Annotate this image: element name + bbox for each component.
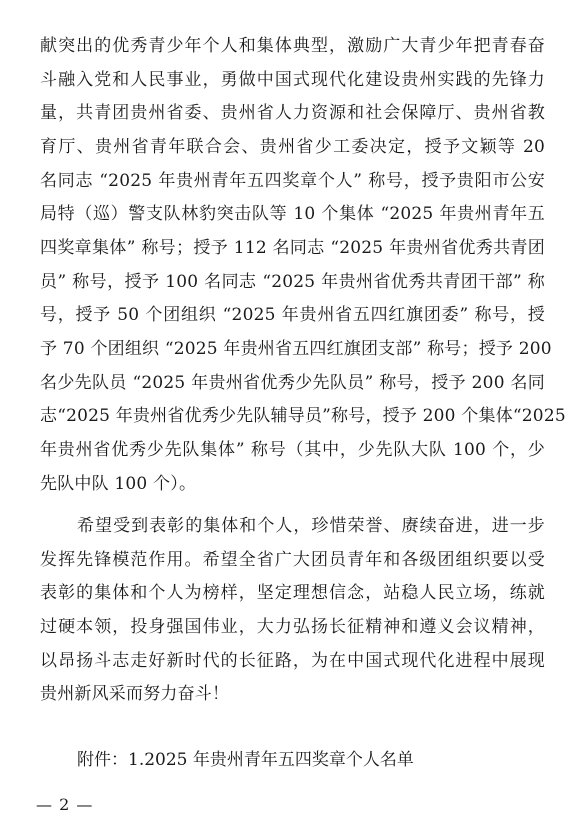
paragraph-1-line-14: 先队中队 100 个）。 bbox=[40, 474, 197, 494]
paragraph-1-line-8: 员” 称号，授予 100 名同志 “2025 年贵州省优秀共青团干部” 称 bbox=[40, 272, 545, 292]
paragraph-1-line-11: 名少先队员 “2025 年贵州省优秀少先队员” 称号，授予 200 名同 bbox=[40, 373, 545, 393]
paragraph-2-line-1: 希望受到表彰的集体和个人，珍惜荣誉、赓续奋进，进一步 bbox=[77, 516, 545, 536]
paragraph-1-line-2: 斗融入党和人民事业，勇做中国式现代化建设贵州实践的先锋力 bbox=[40, 70, 545, 90]
page-number: — 2 — bbox=[36, 795, 94, 814]
paragraph-1-line-4: 育厅、贵州省青年联合会、贵州省少工委决定，授予文颖等 20 bbox=[40, 137, 545, 157]
paragraph-1-line-10: 予 70 个团组织 “2025 年贵州省五四红旗团支部” 称号；授予 200 bbox=[40, 339, 552, 359]
paragraph-1-line-5: 名同志 “2025 年贵州青年五四奖章个人” 称号，授予贵阳市公安 bbox=[40, 171, 545, 191]
paragraph-1-line-13: 年贵州省优秀少先队集体” 称号（其中，少先队大队 100 个，少 bbox=[40, 440, 545, 460]
paragraph-2-line-5: 以昂扬斗志走好新时代的长征路，为在中国式现代化进程中展现 bbox=[40, 651, 545, 671]
attachment-line: 附件：1.2025 年贵州青年五四奖章个人名单 bbox=[77, 750, 414, 770]
paragraph-1-line-6: 局特（巡）警支队林豹突击队等 10 个集体 “2025 年贵州青年五 bbox=[40, 204, 545, 224]
paragraph-1-line-3: 量，共青团贵州省委、贵州省人力资源和社会保障厅、贵州省教 bbox=[40, 103, 545, 123]
paragraph-1-line-12: 志“2025 年贵州省优秀少先队辅导员”称号，授予 200 个集体“2025 bbox=[40, 406, 566, 426]
paragraph-2-line-6: 贵州新风采而努力奋斗！ bbox=[40, 684, 230, 704]
paragraph-1-line-7: 四奖章集体” 称号；授予 112 名同志 “2025 年贵州省优秀共青团 bbox=[40, 238, 545, 258]
paragraph-1-line-9: 号，授予 50 个团组织 “2025 年贵州省五四红旗团委” 称号，授 bbox=[40, 305, 545, 325]
paragraph-1-line-1: 献突出的优秀青少年个人和集体典型，激励广大青少年把青春奋 bbox=[40, 36, 545, 56]
paragraph-2-line-3: 表彰的集体和个人为榜样，坚定理想信念，站稳人民立场，练就 bbox=[40, 583, 545, 603]
paragraph-2-line-4: 过硬本领，投身强国伟业，大力弘扬长征精神和遵义会议精神， bbox=[40, 617, 545, 637]
paragraph-2-line-2: 发挥先锋模范作用。希望全省广大团员青年和各级团组织要以受 bbox=[40, 550, 545, 570]
